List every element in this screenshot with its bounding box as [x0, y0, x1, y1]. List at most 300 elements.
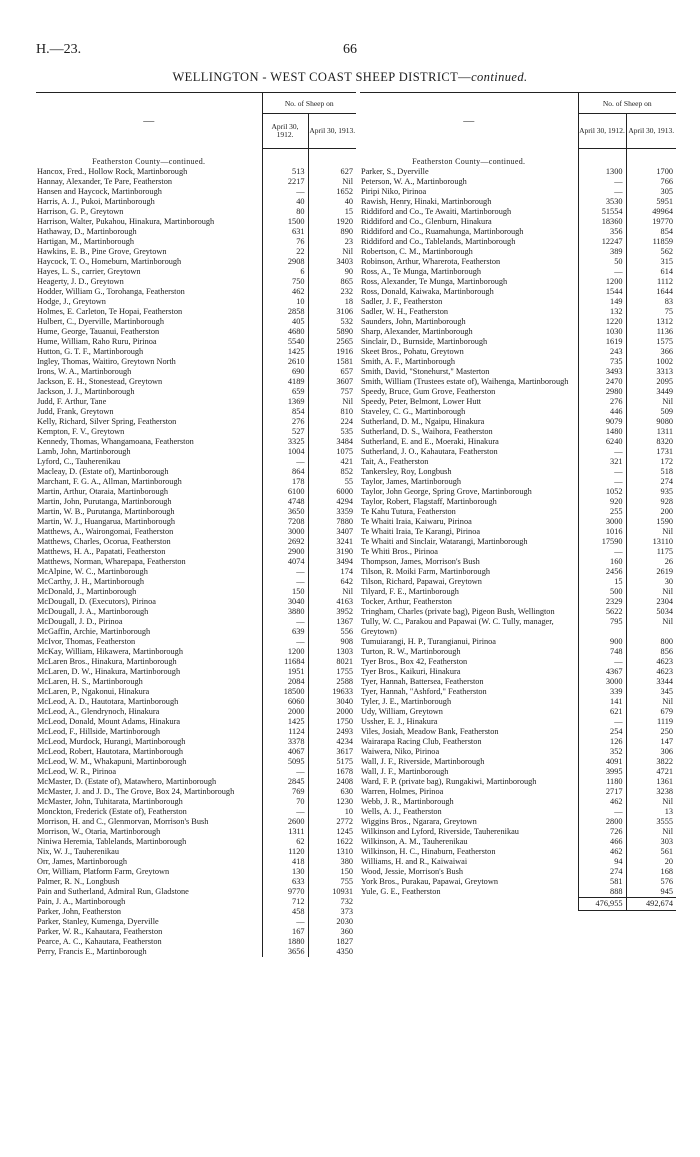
table-row — [36, 287, 356, 297]
sheep-1913: 303 — [626, 837, 676, 847]
sheep-1912: 2600 — [262, 817, 308, 827]
owner-name: Harrison, G. P., Greytown — [37, 206, 124, 216]
sheep-1912: 1180 — [578, 777, 626, 787]
owner-name: Pain, J. A., Martinborough — [37, 896, 126, 906]
sheep-1913: 13110 — [626, 537, 676, 547]
sheep-1912: 11684 — [262, 657, 308, 667]
owner-name: Hodder, William G., Torohanga, Featherston — [37, 286, 185, 296]
table-row — [36, 697, 356, 707]
table-row — [360, 227, 676, 237]
owner-name: Tyler, J. E., Martinborough — [361, 696, 452, 706]
sheep-1913: 679 — [626, 707, 676, 717]
table-row — [360, 367, 676, 377]
sheep-1913: 3449 — [626, 387, 676, 397]
owner-name: McLaren, D. W., Hinakura, Martinborough — [37, 666, 181, 676]
sheep-1912: 2610 — [262, 357, 308, 367]
table-row — [360, 827, 676, 837]
sheep-1913: 1581 — [308, 357, 356, 367]
owner-name: Kennedy, Thomas, Whangamoana, Featherston — [37, 436, 194, 446]
owner-name: Sutherland, D. S., Waihora, Featherston — [361, 426, 493, 436]
sheep-1912: 321 — [578, 457, 626, 467]
sheep-1913: 90 — [308, 267, 356, 277]
sheep-1912: — — [578, 477, 626, 487]
sheep-1913: 8021 — [308, 657, 356, 667]
sheep-1912: 1052 — [578, 487, 626, 497]
sheep-1913: 5175 — [308, 757, 356, 767]
owner-name: Riddiford and Co., Glenburn, Hinakura — [361, 216, 492, 226]
sheep-1913: 3484 — [308, 437, 356, 447]
owner-name: Tankersley, Roy, Longbush — [361, 466, 452, 476]
sheep-1913: 7880 — [308, 517, 356, 527]
sheep-1913: 30 — [626, 577, 676, 587]
owner-name: Taylor, John George, Spring Grove, Martinborough — [361, 486, 532, 496]
table-row — [360, 737, 676, 747]
sheep-1913: 4721 — [626, 767, 676, 777]
owner-name: Palmer, R. N., Longbush — [37, 876, 120, 886]
table-row — [36, 227, 356, 237]
sheep-1912: 1300 — [578, 167, 626, 177]
owner-name: Riddiford and Co., Te Awaiti, Martinborough — [361, 206, 512, 216]
sheep-1913: Nil — [626, 697, 676, 707]
owner-name: Tilyard, F. E., Martinborough — [361, 586, 459, 596]
table-row — [360, 337, 676, 347]
owner-name: Wairarapa Racing Club, Featherston — [361, 736, 482, 746]
sheep-1913: 732 — [308, 897, 356, 907]
owner-name: Wilkinson and Lyford, Riverside, Tauherenikau — [361, 826, 519, 836]
table-row — [360, 427, 676, 437]
owner-name: Sadler, W. H., Featherston — [361, 306, 449, 316]
table-row — [36, 387, 356, 397]
owner-name: McLeod, Robert, Hautotara, Martinborough — [37, 746, 184, 756]
owner-name: Webb, J. R., Martinborough — [361, 796, 454, 806]
sheep-1913: Nil — [308, 397, 356, 407]
owner-name: McLaren, H. S., Martinborough — [37, 676, 143, 686]
owner-name: Saunders, John, Martinborough — [361, 316, 466, 326]
sheep-1913: 890 — [308, 227, 356, 237]
sheep-1913: 657 — [308, 367, 356, 377]
owner-name: Tilson, R. Moiki Farm, Martinborough — [361, 566, 490, 576]
table-row — [360, 347, 676, 357]
owner-name: Perry, Francis E., Martinborough — [37, 946, 147, 956]
sheep-1913: 224 — [308, 417, 356, 427]
table-row — [36, 327, 356, 337]
sheep-1912: 1880 — [262, 937, 308, 947]
sheep-1912: 356 — [578, 227, 626, 237]
sheep-1913: 2588 — [308, 677, 356, 687]
table-row — [360, 677, 676, 687]
table-row — [360, 697, 676, 707]
sheep-1912: 94 — [578, 857, 626, 867]
table-row — [360, 277, 676, 287]
table-row — [36, 637, 356, 647]
table-row — [360, 287, 676, 297]
table-row — [360, 187, 676, 197]
sheep-1912: 631 — [262, 227, 308, 237]
sheep-1912: 243 — [578, 347, 626, 357]
owner-name: Hawkins, E. B., Pine Grove, Greytown — [37, 246, 167, 256]
sheep-1912: 2845 — [262, 777, 308, 787]
owner-name: Turton, R. W., Martinborough — [361, 646, 461, 656]
owner-name: McLeod, F., Hillside, Martinborough — [37, 726, 161, 736]
sheep-1913: Nil — [308, 177, 356, 187]
sheep-1912: 3493 — [578, 367, 626, 377]
sheep-1912: 3000 — [262, 527, 308, 537]
sheep-1912: 4091 — [578, 757, 626, 767]
owner-name: McGaffin, Archie, Martinborough — [37, 626, 151, 636]
owner-name: Hartigan, M., Martinborough — [37, 236, 135, 246]
table-row — [360, 327, 676, 337]
table-row — [36, 337, 356, 347]
owner-name: Morrison, H. and C., Glenmorvan, Morrison's Bush — [37, 816, 209, 826]
table-row — [36, 457, 356, 467]
owner-name: Orr, James, Martinborough — [37, 856, 127, 866]
table-row — [36, 417, 356, 427]
owner-name: Parker, W. R., Kahautara, Featherston — [37, 926, 163, 936]
sheep-1913: 532 — [308, 317, 356, 327]
sheep-1912: 40 — [262, 197, 308, 207]
owner-name: McLeod, A. D., Hautotara, Martinborough — [37, 696, 179, 706]
owner-name: Hansen and Haycock, Martinborough — [37, 186, 162, 196]
sheep-1913: 4234 — [308, 737, 356, 747]
sheep-1913: 172 — [626, 457, 676, 467]
sheep-1912: 62 — [262, 837, 308, 847]
sheep-1913: 854 — [626, 227, 676, 237]
sheep-1912: 3530 — [578, 197, 626, 207]
sheep-1913: Nil — [626, 397, 676, 407]
owner-name: McLaren Bros., Hinakura, Martinborough — [37, 656, 177, 666]
page-title — [0, 70, 700, 85]
sheep-1913: 908 — [308, 637, 356, 647]
owner-name: Macleay, D. (Estate of), Martinborough — [37, 466, 169, 476]
sheep-1913: 1367 — [308, 617, 356, 627]
sheep-1913: 373 — [308, 907, 356, 917]
sheep-1912: — — [262, 807, 308, 817]
sheep-1912: — — [578, 467, 626, 477]
sheep-1913: 800 — [626, 637, 676, 647]
owner-name: Sutherland, D. M., Ngaipu, Hinakura — [361, 416, 485, 426]
table-row — [360, 317, 676, 327]
total-1912: 476,955 — [578, 897, 626, 910]
sheep-1912: 18500 — [262, 687, 308, 697]
sheep-1913: Nil — [626, 797, 676, 807]
owner-name: Matthews, Charles, Ocorua, Featherston — [37, 536, 171, 546]
table-row — [360, 267, 676, 277]
owner-name: Tilson, Richard, Papawai, Greytown — [361, 576, 482, 586]
sheep-1912: 405 — [262, 317, 308, 327]
sheep-1912: 581 — [578, 877, 626, 887]
sheep-1912: 126 — [578, 737, 626, 747]
table-row — [360, 817, 676, 827]
owner-name: Niniwa Heremia, Tablelands, Martinborough — [37, 836, 187, 846]
sheep-1913: 630 — [308, 787, 356, 797]
owner-name: Tully, W. C., Parakou and Papawai (W. C. Tully, manager, Greytown) — [361, 616, 554, 636]
sheep-1913: 3607 — [308, 377, 356, 387]
sheep-1912: 2900 — [262, 547, 308, 557]
owner-name: McDonald, J., Martinborough — [37, 586, 137, 596]
sheep-1912: 769 — [262, 787, 308, 797]
table-row — [36, 787, 356, 797]
sheep-1912: 2084 — [262, 677, 308, 687]
sheep-1913: 8320 — [626, 437, 676, 447]
owner-name: Tyer Bros., Box 42, Featherston — [361, 656, 468, 666]
owner-name: Morrison, W., Otaria, Martinborough — [37, 826, 161, 836]
sheep-1913: 5890 — [308, 327, 356, 337]
sheep-1912: 446 — [578, 407, 626, 417]
sheep-1912: 1425 — [262, 347, 308, 357]
table-row — [36, 577, 356, 587]
table-row — [360, 477, 676, 487]
sheep-1913: 10 — [308, 807, 356, 817]
sheep-1912: 3378 — [262, 737, 308, 747]
sheep-1912: 1500 — [262, 217, 308, 227]
owner-name: Speedy, Bruce, Gum Grove, Featherston — [361, 386, 496, 396]
sheep-1912: — — [262, 617, 308, 627]
owner-name: Riddiford and Co., Tablelands, Martinborough — [361, 236, 516, 246]
sheep-1912: 621 — [578, 707, 626, 717]
owner-name: McKay, William, Hikawera, Martinborough — [37, 646, 183, 656]
table-row — [360, 387, 676, 397]
table-row — [36, 347, 356, 357]
sheep-1913: 1755 — [308, 667, 356, 677]
sheep-1913: 852 — [308, 467, 356, 477]
owner-name: McDougall, J. A., Martinborough — [37, 606, 149, 616]
table-row — [360, 797, 676, 807]
title-suffix: continued. — [471, 70, 528, 84]
owner-name: Skeet Bros., Pohatu, Greytown — [361, 346, 464, 356]
table-row — [36, 867, 356, 877]
sheep-1912: — — [578, 177, 626, 187]
owner-name: Marchant, F. G. A., Allman, Martinborough — [37, 476, 182, 486]
sheep-1912: 1480 — [578, 427, 626, 437]
owner-name: Parker, S., Dyerville — [361, 166, 429, 176]
owner-name: McAlpine, W. C., Martinborough — [37, 566, 148, 576]
table-row — [360, 247, 676, 257]
sheep-1912: 1220 — [578, 317, 626, 327]
table-row — [360, 557, 676, 567]
sheep-1912: — — [578, 807, 626, 817]
sheep-1913: 935 — [626, 487, 676, 497]
sheep-1913: 380 — [308, 857, 356, 867]
table-row — [36, 527, 356, 537]
owner-name: Viles, Josiah, Meadow Bank, Featherston — [361, 726, 499, 736]
owner-name: Orr, William, Platform Farm, Greytown — [37, 866, 170, 876]
owner-name: Haycock, T. O., Homeburn, Martinborough — [37, 256, 182, 266]
sheep-1913: 174 — [308, 567, 356, 577]
owner-name: Ross, A., Te Munga, Martinborough — [361, 266, 482, 276]
sheep-1913: 1303 — [308, 647, 356, 657]
sheep-1912: 274 — [578, 867, 626, 877]
sheep-1913: 1678 — [308, 767, 356, 777]
table-row — [36, 907, 356, 917]
owner-name: Hulbert, C., Dyerville, Martinborough — [37, 316, 164, 326]
owner-name: Tumuiarangi, H. P., Turangianui, Pirinoa — [361, 636, 496, 646]
sheep-1913: 147 — [626, 737, 676, 747]
owner-name: Wilkinson, A. M., Tauherenikau — [361, 836, 468, 846]
owner-name: Ward, F. P. (private bag), Rungakiwi, Martinborough — [361, 776, 537, 786]
owner-name: Hume, George, Tauanui, Featherston — [37, 326, 160, 336]
owner-name: Wells, A. J., Featherston — [361, 806, 442, 816]
table-row — [36, 407, 356, 417]
table-row — [360, 637, 676, 647]
table-row — [36, 827, 356, 837]
sheep-1912: 466 — [578, 837, 626, 847]
table-row — [360, 297, 676, 307]
owner-name: Ross, Alexander, Te Munga, Martinborough — [361, 276, 508, 286]
sheep-1912: 4189 — [262, 377, 308, 387]
owner-name: McMaster, D. (Estate of), Matawhero, Martinborough — [37, 776, 217, 786]
sheep-1912: 735 — [578, 357, 626, 367]
owner-name: Judd, F. Arthur, Tane — [37, 396, 107, 406]
sheep-1912: 2908 — [262, 257, 308, 267]
table-row — [360, 537, 676, 547]
sheep-1912: 1200 — [262, 647, 308, 657]
sheep-1913: 3822 — [626, 757, 676, 767]
sheep-1913: 642 — [308, 577, 356, 587]
header-1912: April 30, 1912. — [578, 114, 626, 149]
table-row — [360, 787, 676, 797]
owner-name: Piripi Niko, Pirinoa — [361, 186, 427, 196]
sheep-1913: Nil — [308, 247, 356, 257]
sheep-1912: 141 — [578, 697, 626, 707]
owner-name: Hayes, L. S., carrier, Greytown — [37, 266, 141, 276]
owner-name: Te Whaiti Iraia, Te Karangi, Pirinoa — [361, 526, 481, 536]
sheep-1913: Nil — [626, 827, 676, 837]
owner-name: Robinson, Arthur, Wharerota, Featherston — [361, 256, 501, 266]
header-1913: April 30, 1913. — [626, 114, 676, 149]
owner-name: Tyer, Hannah, "Ashford," Featherston — [361, 686, 487, 696]
table-row — [360, 467, 676, 477]
sheep-1912: 3880 — [262, 607, 308, 617]
table-row — [36, 887, 356, 897]
sheep-1913: 5034 — [626, 607, 676, 617]
sheep-1912: 17590 — [578, 537, 626, 547]
sheep-1912: 1311 — [262, 827, 308, 837]
page-number: 66 — [343, 42, 357, 57]
table-row — [360, 357, 676, 367]
sheep-1912: 633 — [262, 877, 308, 887]
table-row — [36, 217, 356, 227]
sheep-1912: 150 — [262, 587, 308, 597]
table-row — [36, 677, 356, 687]
sheep-1913: 10931 — [308, 887, 356, 897]
sheep-1912: 527 — [262, 427, 308, 437]
table-row — [360, 857, 676, 867]
table-row — [36, 427, 356, 437]
owner-name: Parker, Stanley, Kumenga, Dyerville — [37, 916, 159, 926]
sheep-1912: 15 — [578, 577, 626, 587]
owner-name: Hodge, J., Greytown — [37, 296, 106, 306]
sheep-1912: 1016 — [578, 527, 626, 537]
sheep-1913: 1230 — [308, 797, 356, 807]
table-row — [36, 247, 356, 257]
table-row — [360, 617, 676, 637]
table-row — [36, 707, 356, 717]
sheep-1912: 3325 — [262, 437, 308, 447]
sheep-1913: 627 — [308, 167, 356, 177]
sheep-1913: 2000 — [308, 707, 356, 717]
table-row — [36, 267, 356, 277]
table-row — [36, 777, 356, 787]
sheep-1913: 856 — [626, 647, 676, 657]
owner-name: Wood, Jessie, Morrison's Bush — [361, 866, 464, 876]
owner-name: Harris, A. J., Pukoi, Martinborough — [37, 196, 155, 206]
table-row — [360, 217, 676, 227]
table-row — [360, 447, 676, 457]
sheep-1912: 9770 — [262, 887, 308, 897]
table-row — [36, 807, 356, 817]
sheep-1912: 51554 — [578, 207, 626, 217]
table-row — [36, 567, 356, 577]
table-row — [360, 437, 676, 447]
sheep-1912: 339 — [578, 687, 626, 697]
owner-name: Parker, John, Featherston — [37, 906, 122, 916]
table-row — [36, 947, 356, 957]
sheep-1912: 659 — [262, 387, 308, 397]
table-row — [36, 917, 356, 927]
sheep-1912: 712 — [262, 897, 308, 907]
table-row — [360, 757, 676, 767]
table-row — [360, 647, 676, 657]
sheep-1913: 274 — [626, 477, 676, 487]
sheep-1913: Nil — [626, 617, 676, 637]
sheep-1913: 3106 — [308, 307, 356, 317]
table-row — [36, 667, 356, 677]
owner-name: Staveley, C. G., Martinborough — [361, 406, 466, 416]
owner-name: McLaren, P., Ngakonui, Hinakura — [37, 686, 150, 696]
owner-name: Judd, Frank, Greytown — [37, 406, 114, 416]
sheep-table-right — [360, 92, 676, 911]
owner-name: McLeod, Murdock, Hurangi, Martinborough — [37, 736, 186, 746]
table-row — [360, 607, 676, 617]
sheep-1912: 50 — [578, 257, 626, 267]
sheep-1912: — — [578, 187, 626, 197]
table-row — [360, 567, 676, 577]
owner-name: Sharp, Alexander, Martinborough — [361, 326, 473, 336]
table-row — [36, 167, 356, 177]
sheep-1912: 864 — [262, 467, 308, 477]
document-reference: H.—23. — [36, 42, 82, 57]
sheep-1913: Nil — [308, 587, 356, 597]
table-row — [360, 177, 676, 187]
sheep-1913: 945 — [626, 887, 676, 898]
owner-name: Martin, W. B., Purutanga, Martinborough — [37, 506, 175, 516]
header-1913: April 30, 1913. — [308, 114, 356, 149]
sheep-1913: 40 — [308, 197, 356, 207]
table-row — [36, 817, 356, 827]
owner-name: Smith, A. F., Martinborough — [361, 356, 456, 366]
table-row — [36, 617, 356, 627]
table-row — [36, 687, 356, 697]
sheep-1913: 2408 — [308, 777, 356, 787]
table-row — [36, 557, 356, 567]
sheep-1913: 23 — [308, 237, 356, 247]
table-row — [360, 237, 676, 247]
table-row — [360, 727, 676, 737]
sheep-1913: 1700 — [626, 167, 676, 177]
table-row — [360, 657, 676, 667]
sheep-1912: 748 — [578, 647, 626, 657]
sheep-1913: 1750 — [308, 717, 356, 727]
owner-name: Hannay, Alexander, Te Pare, Featherston — [37, 176, 173, 186]
sheep-1913: 1827 — [308, 937, 356, 947]
sheep-1912: 900 — [578, 637, 626, 647]
sheep-count-header: No. of Sheep on — [262, 93, 356, 114]
sheep-1912: 726 — [578, 827, 626, 837]
owner-name: Wall, J. F., Riverside, Martinborough — [361, 756, 485, 766]
sheep-1912: 3656 — [262, 947, 308, 957]
table-row — [36, 717, 356, 727]
table-row — [36, 757, 356, 767]
